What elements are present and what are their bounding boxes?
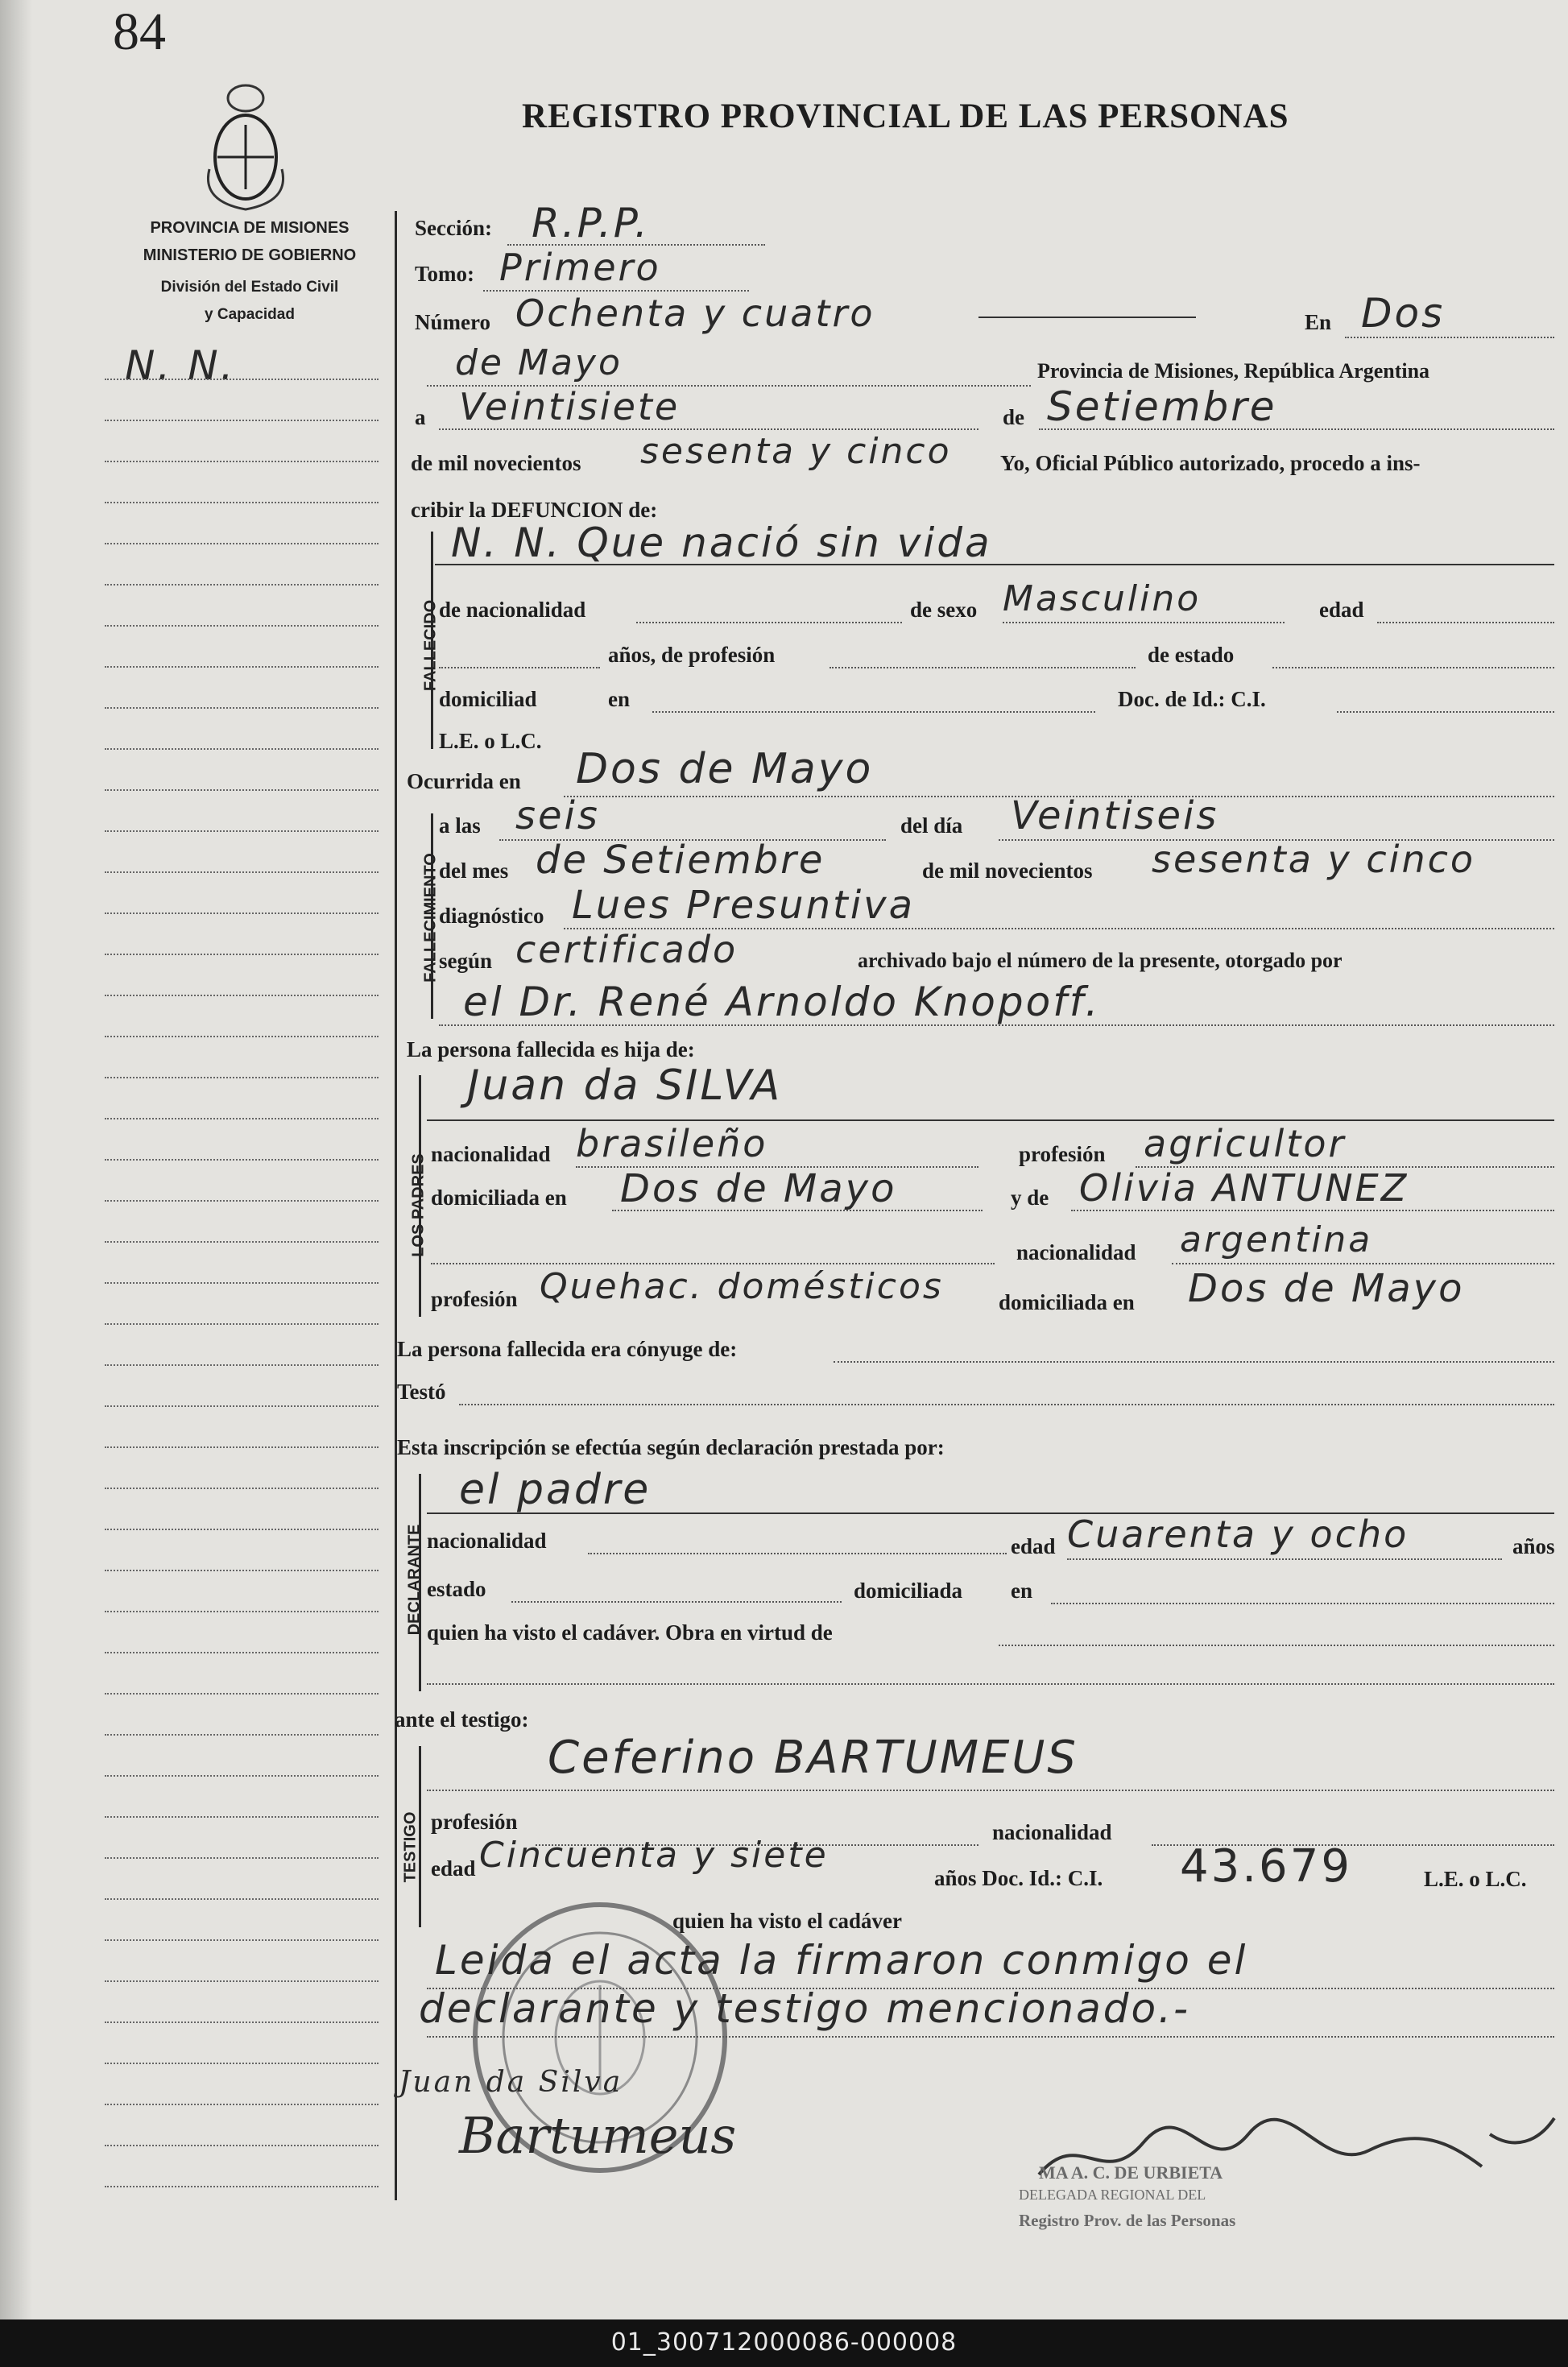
madre-dom-value: Dos de Mayo [1188, 1266, 1465, 1311]
margin-rule [105, 1898, 379, 1900]
padre-nac-value: brasileño [576, 1122, 768, 1165]
doctor-value: el Dr. René Arnoldo Knopoff. [463, 979, 1101, 1025]
tomo-value: Primero [499, 246, 661, 289]
margin-rule [105, 584, 379, 586]
section-label-padres: LOS PADRES [409, 1153, 428, 1257]
margin-rule [105, 1611, 379, 1612]
margin-rule [105, 1857, 379, 1859]
cadaver-dotline [999, 1645, 1554, 1646]
del-mes-label: del mes [439, 859, 509, 883]
test-le-label: L.E. o L.C. [1424, 1867, 1527, 1891]
prof-dotline [830, 667, 1136, 668]
margin-rule [105, 1077, 379, 1078]
de-label: de [1003, 405, 1024, 429]
padre-dom-dotline [612, 1210, 983, 1211]
year-value: sesenta y cinco [640, 431, 952, 472]
margin-rule [105, 1405, 379, 1407]
month-dotline [1039, 428, 1554, 430]
margin-rule [105, 995, 379, 996]
conyuge-text: La persona fallecida era cónyuge de: [397, 1337, 738, 1361]
decl-dom-label: domiciliada [854, 1579, 963, 1603]
madre-nac-label: nacionalidad [1016, 1240, 1136, 1264]
margin-rule [105, 1488, 379, 1489]
witness-name: Ceferino BARTUMEUS [548, 1732, 1078, 1784]
doctor-dotline [439, 1024, 1554, 1026]
footer-code: 01_300712000086-000008 [610, 2328, 958, 2357]
official-stamp-role: DELEGADA REGIONAL DEL [1019, 2187, 1206, 2203]
estado-dotline [1272, 667, 1554, 668]
a-label: a [415, 405, 426, 429]
margin-rule [105, 1693, 379, 1695]
margin-rule [105, 1241, 379, 1243]
padre-prof-value: agricultor [1144, 1122, 1347, 1165]
margin-rule [105, 2063, 379, 2064]
declarante-value: el padre [459, 1466, 652, 1514]
witness-dotline [427, 1790, 1554, 1791]
margin-rule [105, 748, 379, 750]
margin-rule [105, 1323, 379, 1325]
sexo-label: de sexo [910, 598, 978, 622]
form-margin-rule [395, 211, 397, 2200]
provincia-text: Provincia de Misiones, República Argentina [1037, 359, 1430, 383]
nac-dotline [636, 622, 902, 623]
segun-label: según [439, 949, 493, 973]
margin-rule [105, 2104, 379, 2105]
margin-rule [105, 707, 379, 709]
place-value-2: de Mayo [455, 342, 623, 383]
cadaver-text: quien ha visto el cadáver. Obra en virtud de [427, 1620, 833, 1645]
padre-prof-label: profesión [1019, 1142, 1106, 1166]
margin-rule [105, 420, 379, 421]
margin-rule [105, 789, 379, 791]
ocurrida-label: Ocurrida en [407, 769, 521, 793]
decl-edad-dotline [1067, 1558, 1502, 1560]
dom-dotline [652, 711, 1095, 713]
diagnostico-label: diagnóstico [439, 904, 544, 928]
padre-dom-value: Dos de Mayo [620, 1166, 897, 1211]
closing-line-1: Leida el acta la firmaron conmigo el [435, 1937, 1248, 1984]
doc-label: Doc. de Id.: C.I. [1118, 687, 1266, 711]
decl-estado-label: estado [427, 1577, 486, 1601]
decl-blank-dotline [427, 1683, 1554, 1685]
numero-dash [978, 317, 1196, 318]
signature-juan-da-silva: Juan da Silva [399, 2066, 623, 2099]
test-cadaver-text: quien ha visto el cadáver [672, 1909, 903, 1933]
test-nac-label: nacionalidad [992, 1820, 1112, 1844]
official-stamp-name: MA A. C. DE URBIETA [1039, 2162, 1223, 2183]
margin-rule [105, 1118, 379, 1119]
margin-rule [105, 912, 379, 914]
margin-rule [105, 1652, 379, 1653]
decl-estado-dotline [511, 1601, 842, 1603]
madre-nac-dotline [1172, 1263, 1554, 1264]
decl-nac-label: nacionalidad [427, 1529, 547, 1553]
decl-anos-label: años [1512, 1534, 1555, 1558]
oficial-text: Yo, Oficial Público autorizado, procedo a ins- [1000, 451, 1421, 475]
margin-rule [105, 1734, 379, 1736]
margin-rule [105, 1816, 379, 1818]
ocurrida-value: Dos de Mayo [576, 745, 874, 793]
testo-text: Testó [397, 1380, 446, 1404]
coat-of-arms-icon [201, 81, 290, 213]
margin-rule [105, 954, 379, 955]
testo-dotline [459, 1404, 1554, 1405]
padre-dom-label: domiciliada en [431, 1186, 567, 1210]
margin-rule [105, 1159, 379, 1161]
sexo-value: Masculino [1003, 578, 1202, 619]
margin-note: N. N. [125, 342, 236, 389]
edad-dotline [1377, 622, 1554, 623]
margin-rule [105, 1529, 379, 1530]
official-signature-icon [1031, 2110, 1562, 2199]
domiciliad-label: domiciliad [439, 687, 537, 711]
a-las-label: a las [439, 813, 481, 838]
mother-dotline [1071, 1210, 1554, 1211]
nacionalidad-label: de nacionalidad [439, 598, 586, 622]
closing-line-2: declarante y testigo mencionado.- [419, 1985, 1191, 2032]
father-rule [427, 1119, 1554, 1121]
death-day-value: Veintiseis [1011, 793, 1219, 838]
test-edad-value: Cincuenta y siete [479, 1835, 829, 1876]
mil2-label: de mil novecientos [922, 859, 1093, 883]
day-dotline [439, 428, 978, 430]
decl-edad-label: edad [1011, 1534, 1056, 1558]
margin-rule [105, 1282, 379, 1284]
section-label-testigo: TESTIGO [401, 1811, 420, 1883]
margin-rule [105, 1980, 379, 1982]
en2-label: en [608, 687, 630, 711]
mil-label: de mil novecientos [411, 451, 581, 475]
del-dia-label: del día [900, 813, 963, 838]
diagnostico-value: Lues Presuntiva [572, 883, 915, 928]
numero-value: Ochenta y cuatro [515, 292, 875, 335]
anos-dotline [439, 667, 600, 668]
estado-label: de estado [1148, 643, 1235, 667]
margin-rule [105, 1364, 379, 1366]
padre-nac-label: nacionalidad [431, 1142, 551, 1166]
margin-rule [105, 1775, 379, 1777]
margin-rule [105, 379, 379, 380]
numero-label: Número [415, 310, 490, 334]
signature-bartumeus: Bartumeus [459, 2106, 737, 2165]
registry-title: REGISTRO PROVINCIAL DE LAS PERSONAS [522, 97, 1289, 135]
father-name: Juan da SILVA [467, 1061, 783, 1110]
decl-dom-dotline [1051, 1603, 1554, 1604]
margin-rule [105, 1570, 379, 1571]
test-prof-label: profesión [431, 1810, 518, 1834]
decl-edad-value: Cuarenta y ocho [1067, 1512, 1409, 1556]
en-label: En [1305, 310, 1332, 334]
hour-value: seis [515, 793, 600, 838]
margin-rule [105, 666, 379, 668]
month-value: Setiembre [1047, 383, 1277, 430]
sexo-dotline [1003, 622, 1285, 623]
margin-rule [105, 1939, 379, 1941]
decl-nac-dotline [588, 1553, 1007, 1554]
madre-prof-label: profesión [431, 1287, 518, 1311]
margin-rule [105, 461, 379, 462]
edad-label: edad [1319, 598, 1364, 622]
hija-text: La persona fallecida es hija de: [407, 1037, 695, 1061]
test-edad-label: edad [431, 1856, 476, 1881]
testigo-text: ante el testigo: [395, 1707, 529, 1732]
margin-rule [105, 871, 379, 873]
segun-value: certificado [515, 928, 738, 971]
y-de-label: y de [1011, 1186, 1049, 1210]
seccion-value: R.P.P. [532, 200, 650, 246]
doc-dotline [1337, 711, 1554, 713]
death-month-value: de Setiembre [536, 838, 825, 883]
anos-profesion-label: años, de profesión [608, 643, 776, 667]
margin-rule [105, 1036, 379, 1037]
margin-rule [105, 2186, 379, 2187]
le-lc-label: L.E. o L.C. [439, 729, 542, 753]
archivado-text: archivado bajo el número de la presente, otorgado por [858, 949, 1343, 972]
crest-capacidad: y Capacidad [205, 306, 295, 323]
section-label-fallecimiento: FALLECIMIENTO [421, 853, 440, 983]
seccion-label: Sección: [415, 216, 492, 240]
madre-prof-value: Quehac. domésticos [540, 1266, 944, 1307]
margin-rule [105, 2145, 379, 2146]
en-dotline [1345, 337, 1554, 338]
madre-dom-label: domiciliada en [999, 1290, 1135, 1314]
section-label-fallecido: FALLECIDO [421, 599, 440, 692]
margin-rule [105, 1446, 379, 1448]
day-value: Veintisiete [459, 385, 681, 428]
test-doc-value: 43.679 [1180, 1840, 1352, 1893]
place-value-1: Dos [1361, 290, 1446, 337]
margin-rule [105, 625, 379, 627]
inscribir-text: cribir la DEFUNCION de: [411, 498, 658, 522]
death-year-value: sesenta y cinco [1152, 838, 1476, 881]
tomo-label: Tomo: [415, 262, 475, 286]
official-stamp-registry: Registro Prov. de las Personas [1019, 2211, 1236, 2230]
conyuge-dotline [834, 1361, 1554, 1363]
crest-province: PROVINCIA DE MISIONES [150, 219, 350, 237]
page-binding-shadow [0, 0, 32, 2319]
declaracion-text: Esta inscripción se efectúa según declaración prestada por: [397, 1435, 945, 1459]
margin-rule [105, 830, 379, 832]
margin-rule [105, 2021, 379, 2023]
closing-dotline-2 [427, 2036, 1554, 2038]
madre-nac-value: argentina [1180, 1219, 1373, 1260]
test-doc-label: años Doc. Id.: C.I. [934, 1866, 1103, 1890]
decl-en-label: en [1011, 1579, 1032, 1603]
madre-blank-dotline [431, 1263, 995, 1264]
page-number: 84 [113, 2, 166, 61]
section-label-declarante: DECLARANTE [405, 1524, 424, 1636]
mother-name: Olivia ANTUNEZ [1079, 1166, 1409, 1210]
deceased-name: N. N. Que nació sin vida [451, 519, 992, 566]
margin-rule [105, 543, 379, 544]
crest-ministry: MINISTERIO DE GOBIERNO [143, 246, 357, 264]
margin-rule [105, 502, 379, 503]
margin-rule [105, 1200, 379, 1202]
crest-division: División del Estado Civil [160, 279, 339, 296]
